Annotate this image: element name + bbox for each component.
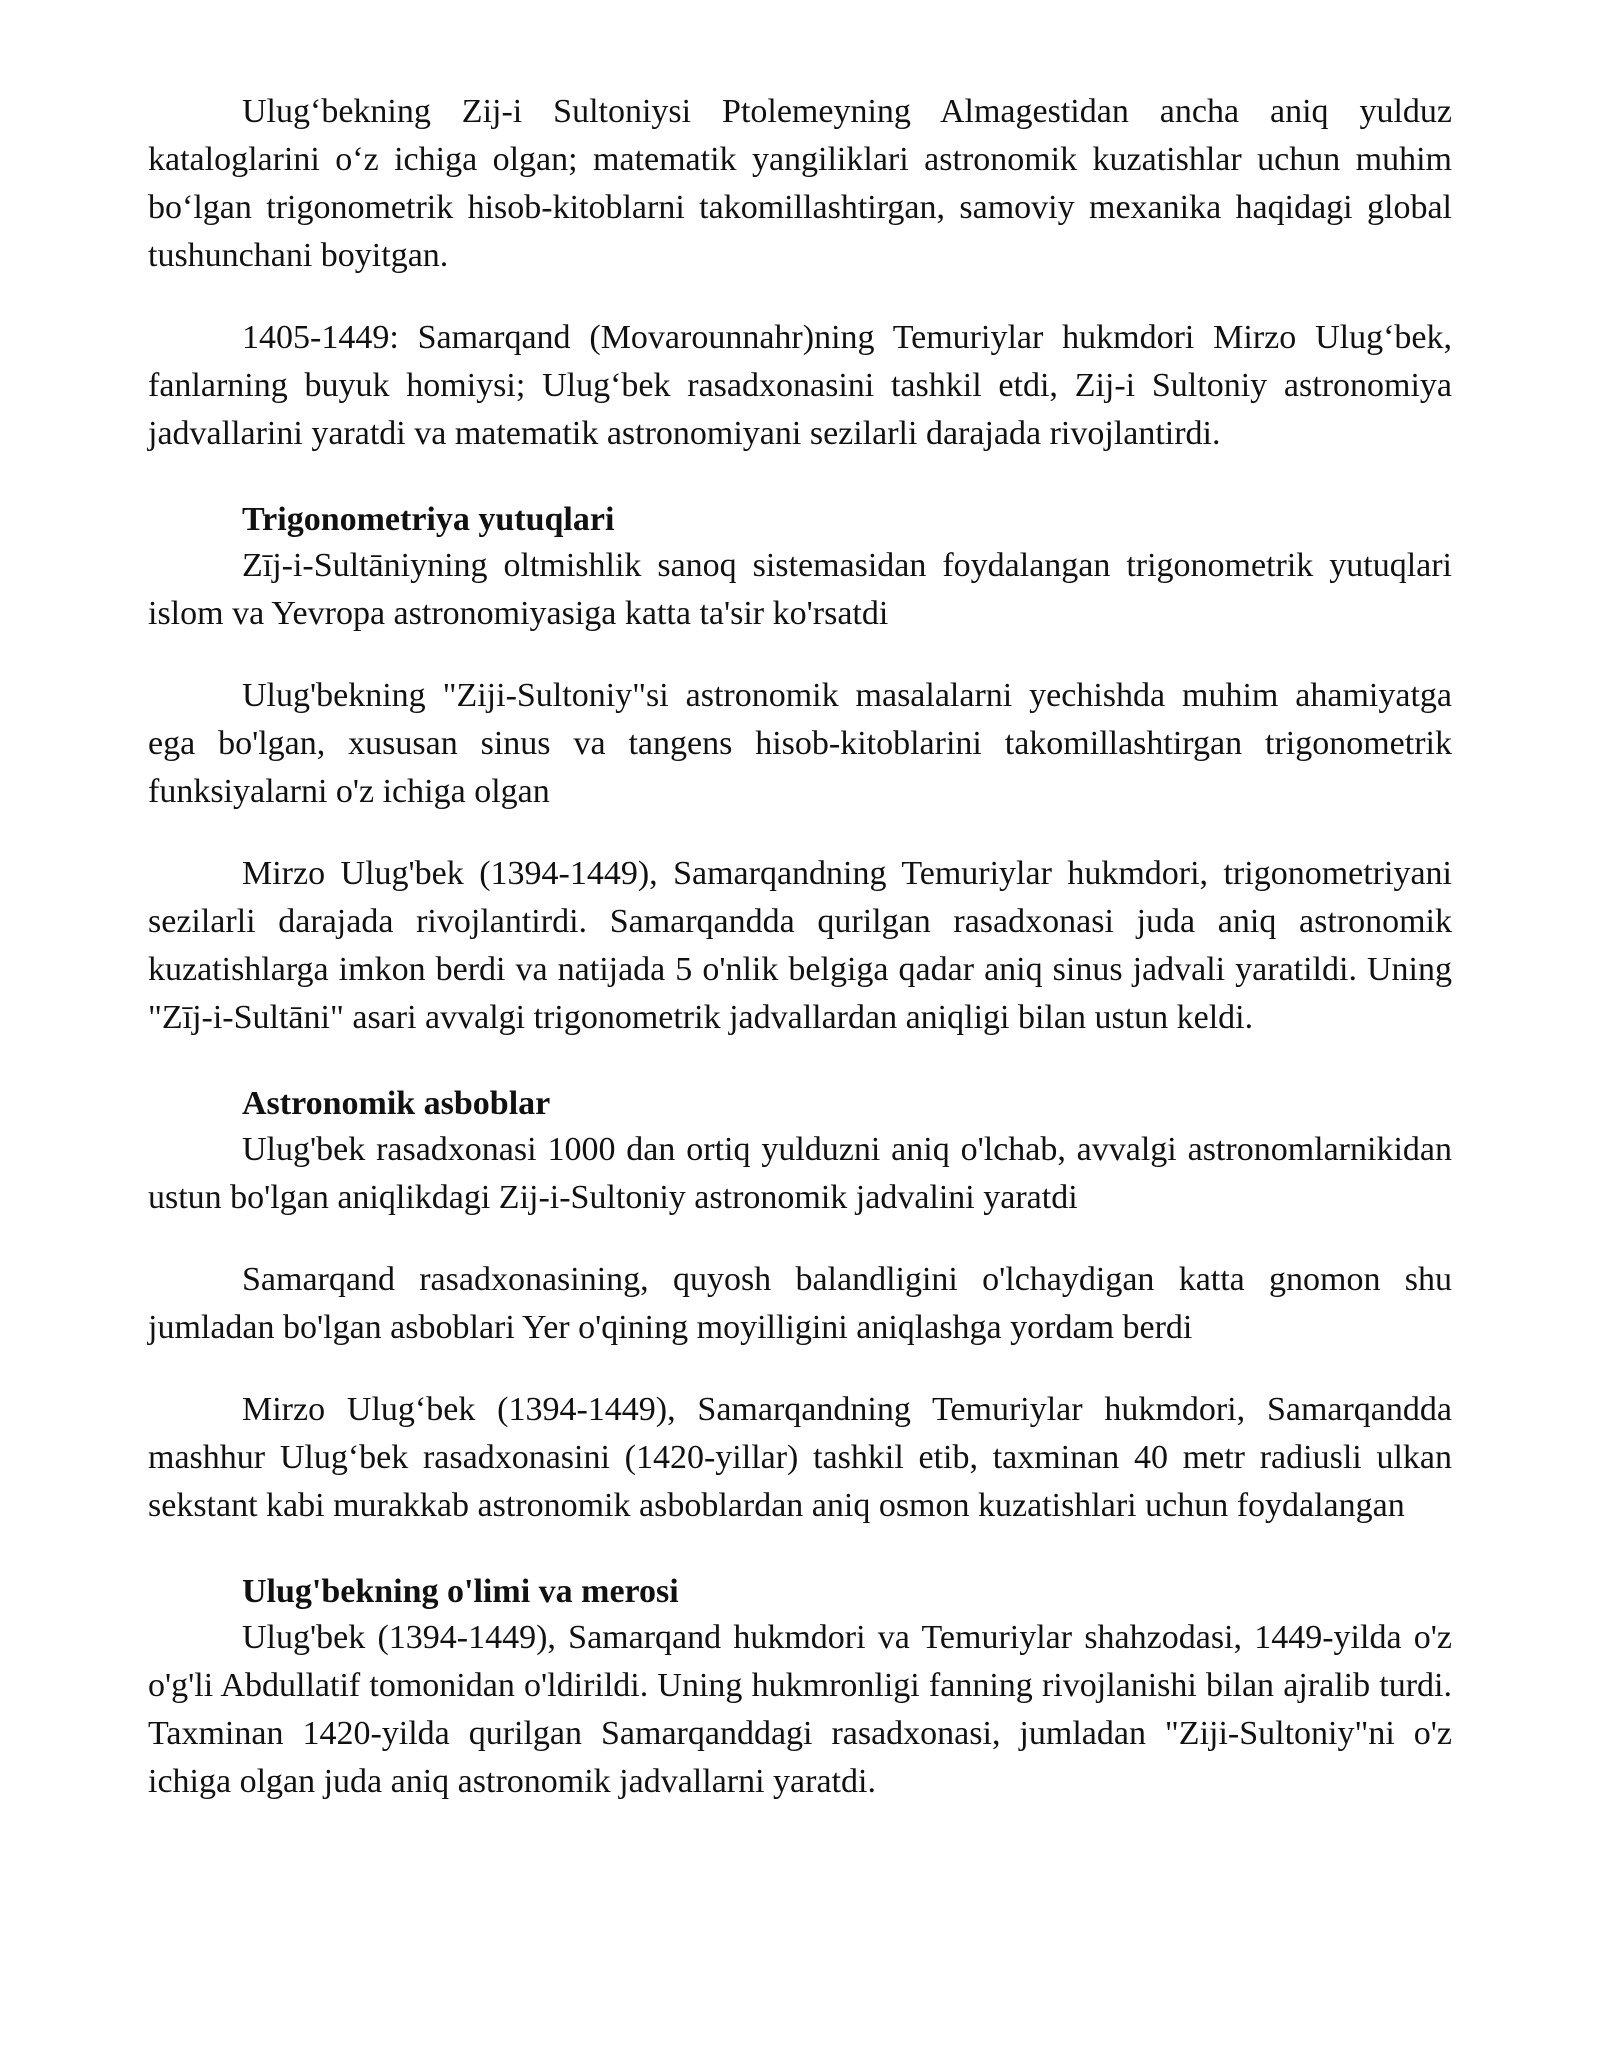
trigonometry-paragraph-3: Mirzo Ulug'bek (1394-1449), Samarqandning Temuriylar hukmdori, trigonometriyani sezilarli darajada rivojlantirdi. Samarqandda qurilgan rasadxonasi juda aniq astronomik kuzatishlarga imkon berdi va natijada 5 o'nlik belgiga qadar aniq sinus jadvali yaratildi. Uning "Zīj-i-Sultāni" asari avvalgi trigonometrik jadvallardan aniqligi bilan ustun keldi.: [148, 855, 1452, 1036]
intro-paragraph-2: 1405-1449: Samarqand (Movarounnahr)ning Temuriylar hukmdori Mirzo Ulug‘bek, fanlarning buyuk homiysi; Ulug‘bek rasadxonasini tashkil etdi, Zij-i Sultoniy astronomiya jadvallarini yaratdi va matematik astronomiyani sezilarli darajada rivojlantirdi.: [148, 319, 1452, 452]
instruments-paragraph-3: Mirzo Ulug‘bek (1394-1449), Samarqandning Temuriylar hukmdori, Samarqandda mashhur Ulug‘bek rasadxonasini (1420-yillar) tashkil etib, taxminan 40 metr radiusli ulkan sekstant kabi murakkab astronomik asboblardan aniq osmon kuzatishlari uchun foydalangan: [148, 1391, 1452, 1524]
section-heading-legacy: Ulug'bekning o'limi va merosi: [242, 1573, 679, 1610]
document-body: [148, 88, 1452, 1806]
section-heading-trigonometry: Trigonometriya yutuqlari: [242, 501, 615, 538]
section-heading-instruments: Astronomik asboblar: [242, 1085, 551, 1122]
trigonometry-paragraph-1: Zīj-i-Sultāniyning oltmishlik sanoq sistemasidan foydalangan trigonometrik yutuqlari islom va Yevropa astronomiyasiga katta ta'sir ko'rsatdi: [148, 547, 1452, 632]
instruments-paragraph-2: Samarqand rasadxonasining, quyosh balandligini o'lchaydigan katta gnomon shu jumladan bo'lgan asboblari Yer o'qining moyilligini aniqlashga yordam berdi: [148, 1261, 1452, 1346]
intro-paragraph-1: Ulug‘bekning Zij-i Sultoniysi Ptolemeyning Almagestidan ancha aniq yulduz kataloglarini o‘z ichiga olgan; matematik yangiliklari astronomik kuzatishlar uchun muhim bo‘lgan trigonometrik hisob-kitoblarni takomillashtirgan, samoviy mexanika haqidagi global tushunchani boyitgan.: [148, 93, 1452, 274]
instruments-paragraph-1: Ulug'bek rasadxonasi 1000 dan ortiq yulduzni aniq o'lchab, avvalgi astronomlarnikidan ustun bo'lgan aniqlikdagi Zij-i-Sultoniy astronomik jadvalini yaratdi: [148, 1131, 1452, 1216]
legacy-paragraph-1: Ulug'bek (1394-1449), Samarqand hukmdori va Temuriylar shahzodasi, 1449-yilda o'z o'g'li Abdullatif tomonidan o'ldirildi. Uning hukmronligi fanning rivojlanishi bilan ajralib turdi. Taxminan 1420-yilda qurilgan Samarqanddagi rasadxonasi, jumladan "Ziji-Sultoniy"ni o'z ichiga olgan juda aniq astronomik jadvallarni yaratdi.: [148, 1619, 1452, 1800]
trigonometry-paragraph-2: Ulug'bekning "Ziji-Sultoniy"si astronomik masalalarni yechishda muhim ahamiyatga ega bo'lgan, xususan sinus va tangens hisob-kitoblarini takomillashtirgan trigonometrik funksiyalarni o'z ichiga olgan: [148, 677, 1452, 810]
